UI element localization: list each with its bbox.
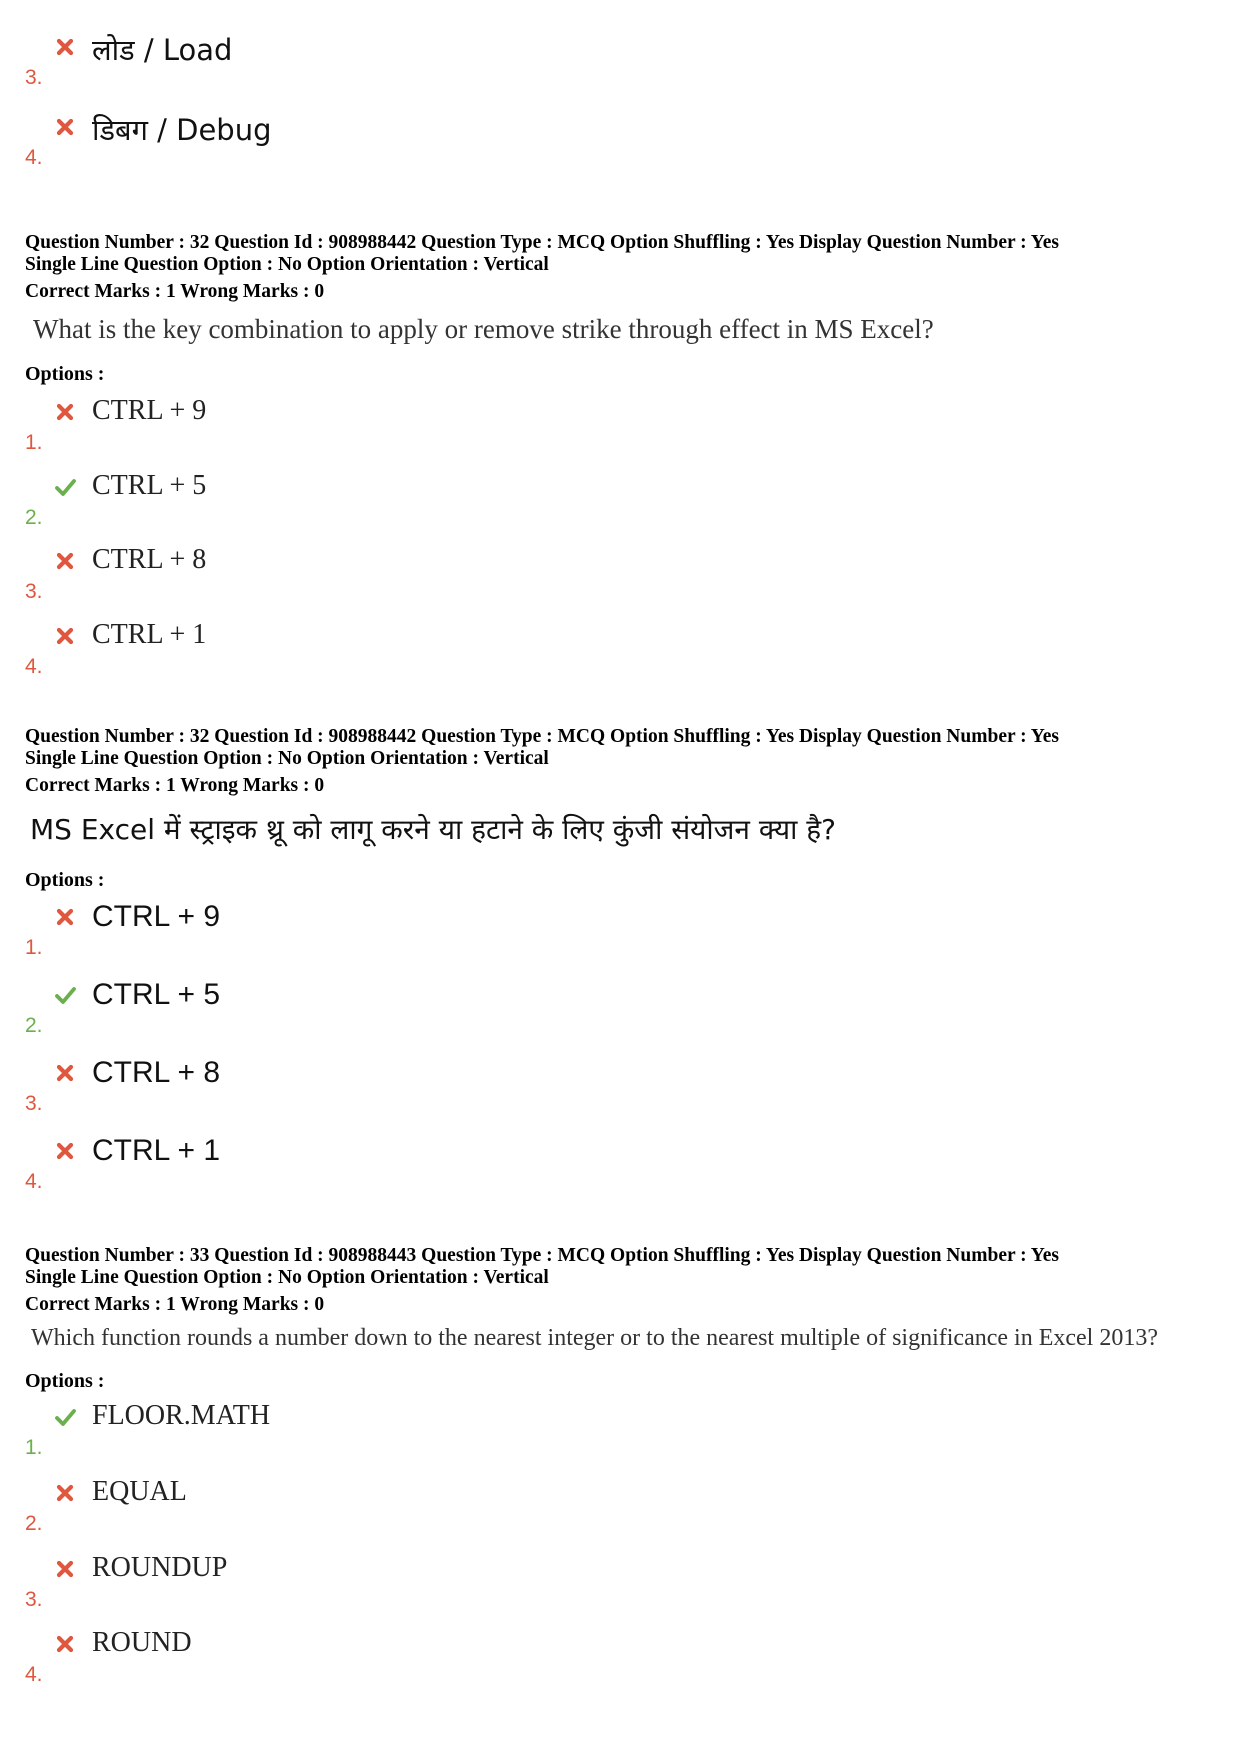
- meta-line-1: Question Number : 33 Question Id : 908988443 Question Type : MCQ Option Shuffling : Yes Display Question Number : Yes: [25, 1245, 1059, 1266]
- option-number: 3.: [25, 1092, 43, 1115]
- cross-icon: [54, 1062, 76, 1084]
- option-number: 3.: [25, 580, 43, 603]
- question-marks: Correct Marks : 1 Wrong Marks : 0: [25, 281, 325, 302]
- option-text: CTRL + 1: [92, 1134, 221, 1167]
- option-text: FLOOR.MATH: [92, 1400, 271, 1431]
- question-text: MS Excel में स्ट्राइक थ्रू को लागू करने या हटाने के लिए कुंजी संयोजन क्या है?: [30, 813, 836, 846]
- cross-icon: [54, 625, 76, 647]
- question-meta: [25, 232, 1059, 276]
- meta-line-2: Single Line Question Option : No Option Orientation : Vertical: [25, 1267, 549, 1288]
- option-text: CTRL + 9: [92, 900, 221, 933]
- option-text: CTRL + 5: [92, 470, 207, 501]
- option-text: CTRL + 5: [92, 978, 221, 1011]
- option-text: CTRL + 1: [92, 619, 207, 650]
- option-number: 1.: [25, 431, 43, 454]
- question-marks: Correct Marks : 1 Wrong Marks : 0: [25, 1294, 325, 1315]
- option-number: 3.: [25, 66, 43, 89]
- cross-icon: [54, 1140, 76, 1162]
- cross-icon: [54, 401, 76, 423]
- meta-line-2: Single Line Question Option : No Option Orientation : Vertical: [25, 748, 549, 769]
- option-text: CTRL + 8: [92, 544, 207, 575]
- options-label: Options :: [25, 363, 105, 385]
- cross-icon: [54, 1558, 76, 1580]
- meta-line-2: Single Line Question Option : No Option Orientation : Vertical: [25, 254, 549, 275]
- option-number: 2.: [25, 1014, 43, 1037]
- cross-icon: [54, 1482, 76, 1504]
- option-number: 1.: [25, 1436, 43, 1459]
- option-number: 2.: [25, 506, 43, 529]
- question-text: Which function rounds a number down to the nearest integer or to the nearest multiple of significance in Excel 2013?: [31, 1325, 1158, 1351]
- check-icon: [54, 1406, 76, 1428]
- cross-icon: [54, 550, 76, 572]
- option-number: 3.: [25, 1588, 43, 1611]
- question-marks: Correct Marks : 1 Wrong Marks : 0: [25, 775, 325, 796]
- question-meta: [25, 1245, 1059, 1289]
- options-label: Options :: [25, 869, 105, 891]
- check-icon: [54, 476, 76, 498]
- meta-line-1: Question Number : 32 Question Id : 908988442 Question Type : MCQ Option Shuffling : Yes Display Question Number : Yes: [25, 726, 1059, 747]
- option-number: 1.: [25, 936, 43, 959]
- cross-icon: [54, 906, 76, 928]
- option-text: लोड / Load: [92, 33, 233, 67]
- option-number: 4.: [25, 655, 43, 678]
- options-label: Options :: [25, 1370, 105, 1392]
- cross-icon: [54, 116, 76, 138]
- option-text: CTRL + 8: [92, 1056, 221, 1089]
- meta-line-1: Question Number : 32 Question Id : 908988442 Question Type : MCQ Option Shuffling : Yes Display Question Number : Yes: [25, 232, 1059, 253]
- option-text: CTRL + 9: [92, 395, 207, 426]
- option-text: डिबग / Debug: [92, 113, 272, 147]
- cross-icon: [54, 36, 76, 58]
- option-number: 4.: [25, 146, 43, 169]
- option-text: EQUAL: [92, 1476, 187, 1507]
- option-number: 4.: [25, 1663, 43, 1686]
- question-meta: [25, 726, 1059, 770]
- option-text: ROUND: [92, 1627, 192, 1658]
- check-icon: [54, 984, 76, 1006]
- option-number: 4.: [25, 1170, 43, 1193]
- option-text: ROUNDUP: [92, 1552, 228, 1583]
- cross-icon: [54, 1633, 76, 1655]
- question-text: What is the key combination to apply or remove strike through effect in MS Excel?: [33, 314, 934, 344]
- option-number: 2.: [25, 1512, 43, 1535]
